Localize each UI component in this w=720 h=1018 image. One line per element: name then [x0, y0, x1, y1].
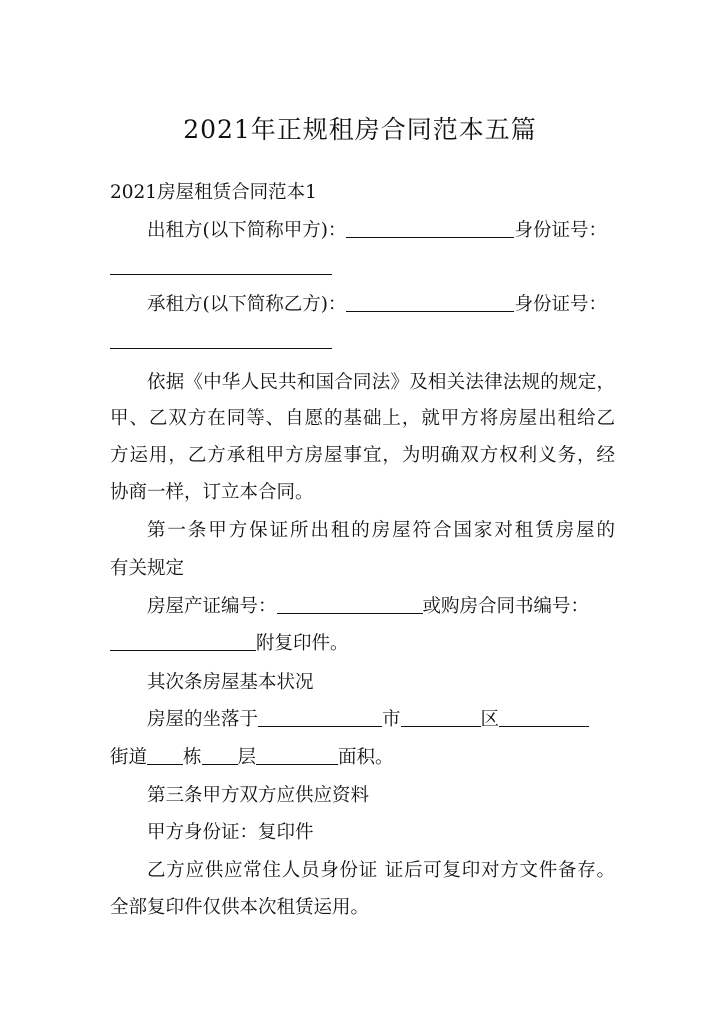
certificate-suffix: 附复印件。 [256, 633, 349, 654]
purchase-contract-label: 或购房合同书编号： [422, 596, 590, 617]
article-3-heading: 第三条甲方双方应供应资料 [147, 785, 370, 806]
purchase-contract-blank [110, 632, 256, 651]
certificate-line [147, 592, 615, 622]
lessee-id-line [110, 327, 615, 357]
party-b-docs-line: 全部复印件仅供本次租赁运用。 [110, 897, 370, 918]
lessor-id-line [110, 253, 615, 283]
lessee-line [147, 290, 615, 320]
street-label: 街道 [110, 747, 148, 768]
intro-line: 依据《中华人民共和国合同法》及相关法律法规的规定， [147, 372, 615, 393]
building-blank [202, 746, 238, 765]
intro-line: 甲、乙双方在同等、自愿的基础上，就甲方将房屋出租给乙 [110, 408, 615, 429]
building-label: 栋 [183, 747, 202, 768]
lessee-id-blank [110, 330, 332, 349]
certificate-line-2 [110, 629, 615, 659]
lessor-id-blank [110, 256, 332, 275]
article-1-line: 第一条甲方保证所出租的房屋符合国家对租赁房屋的 [147, 520, 615, 541]
party-b-docs-line: 乙方应供应常住人员身份证 证后可复印对方文件备存。 [147, 860, 615, 881]
city-blank [401, 708, 481, 727]
lessor-id-label: 身份证号： [514, 220, 607, 241]
lessor-name-blank [346, 219, 514, 238]
district-label: 区 [480, 709, 500, 730]
lessor-label: 出租方(以下简称甲方)： [147, 220, 347, 241]
contract-subtitle: 2021房屋租赁合同范本1 [110, 182, 317, 203]
lessee-name-blank [346, 293, 514, 312]
city-label: 市 [382, 709, 401, 730]
location-line [147, 705, 615, 735]
certificate-label: 房屋产证编号： [147, 596, 277, 617]
floor-area-blank [256, 746, 338, 765]
district-blank [499, 708, 589, 727]
location-blank [258, 708, 382, 727]
area-label: 面积。 [338, 747, 394, 768]
certificate-number-blank [277, 595, 423, 614]
location-label: 房屋的坐落于 [147, 709, 259, 730]
lessor-line [147, 216, 615, 246]
document-title: 2021年正规租房合同范本五篇 [183, 115, 537, 144]
location-line-2 [110, 743, 615, 773]
intro-line: 方运用，乙方承租甲方房屋事宜，为明确双方权利义务，经 [110, 445, 615, 466]
intro-line: 协商一样，订立本合同。 [110, 482, 314, 503]
party-a-docs: 甲方身份证：复印件 [147, 822, 314, 843]
street-blank [147, 746, 183, 765]
lessee-id-label: 身份证号： [514, 294, 607, 315]
lessee-label: 承租方(以下简称乙方)： [147, 294, 347, 315]
article-2-heading: 其次条房屋基本状况 [147, 672, 314, 693]
floor-label: 层 [237, 747, 257, 768]
article-1-line: 有关规定 [110, 558, 185, 579]
